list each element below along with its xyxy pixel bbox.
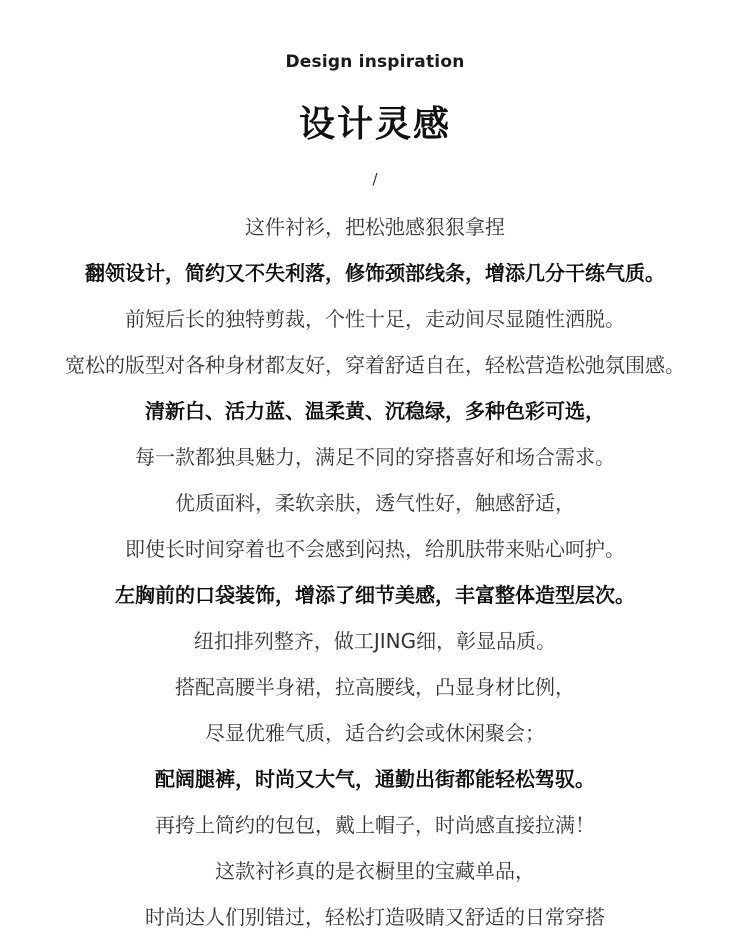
description-line: 优质面料，柔软亲肤，透气性好，触感舒适，: [175, 491, 575, 515]
description-line: 左胸前的口袋装饰，增添了细节美感，丰富整体造型层次。: [115, 583, 635, 607]
section-subtitle: Design inspiration: [285, 52, 465, 72]
description-line: 配阔腿裤，时尚又大气，通勤出街都能轻松驾驭。: [155, 767, 595, 791]
description-line: 这件衬衫，把松弛感狠狠拿捏: [245, 215, 505, 239]
description-line: 宽松的版型对各种身材都友好，穿着舒适自在，轻松营造松弛氛围感。: [65, 353, 685, 377]
description-line: 清新白、活力蓝、温柔黄、沉稳绿，多种色彩可选，: [145, 399, 605, 423]
description-line: 时尚达人们别错过，轻松打造吸睛又舒适的日常穿搭: [145, 905, 605, 929]
description-text-block: [0, 212, 750, 948]
description-line: 即使长时间穿着也不会感到闷热，给肌肤带来贴心呵护。: [125, 537, 625, 561]
title-divider: /: [372, 170, 378, 188]
description-line: 这款衬衫真的是衣橱里的宝藏单品，: [215, 859, 535, 883]
description-line: 每一款都独具魅力，满足不同的穿搭喜好和场合需求。: [135, 445, 615, 469]
description-line: 尽显优雅气质，适合约会或休闲聚会；: [205, 721, 545, 745]
description-line: 纽扣排列整齐，做工JING细，彰显品质。: [193, 629, 557, 653]
description-line: 翻领设计，简约又不失利落，修饰颈部线条，增添几分干练气质。: [85, 261, 665, 285]
description-line: 搭配高腰半身裙，拉高腰线，凸显身材比例，: [175, 675, 575, 699]
section-title: 设计灵感: [298, 104, 451, 145]
description-line: 再挎上简约的包包，戴上帽子，时尚感直接拉满！: [155, 813, 595, 837]
description-line: 前短后长的独特剪裁，个性十足，走动间尽显随性洒脱。: [125, 307, 625, 331]
